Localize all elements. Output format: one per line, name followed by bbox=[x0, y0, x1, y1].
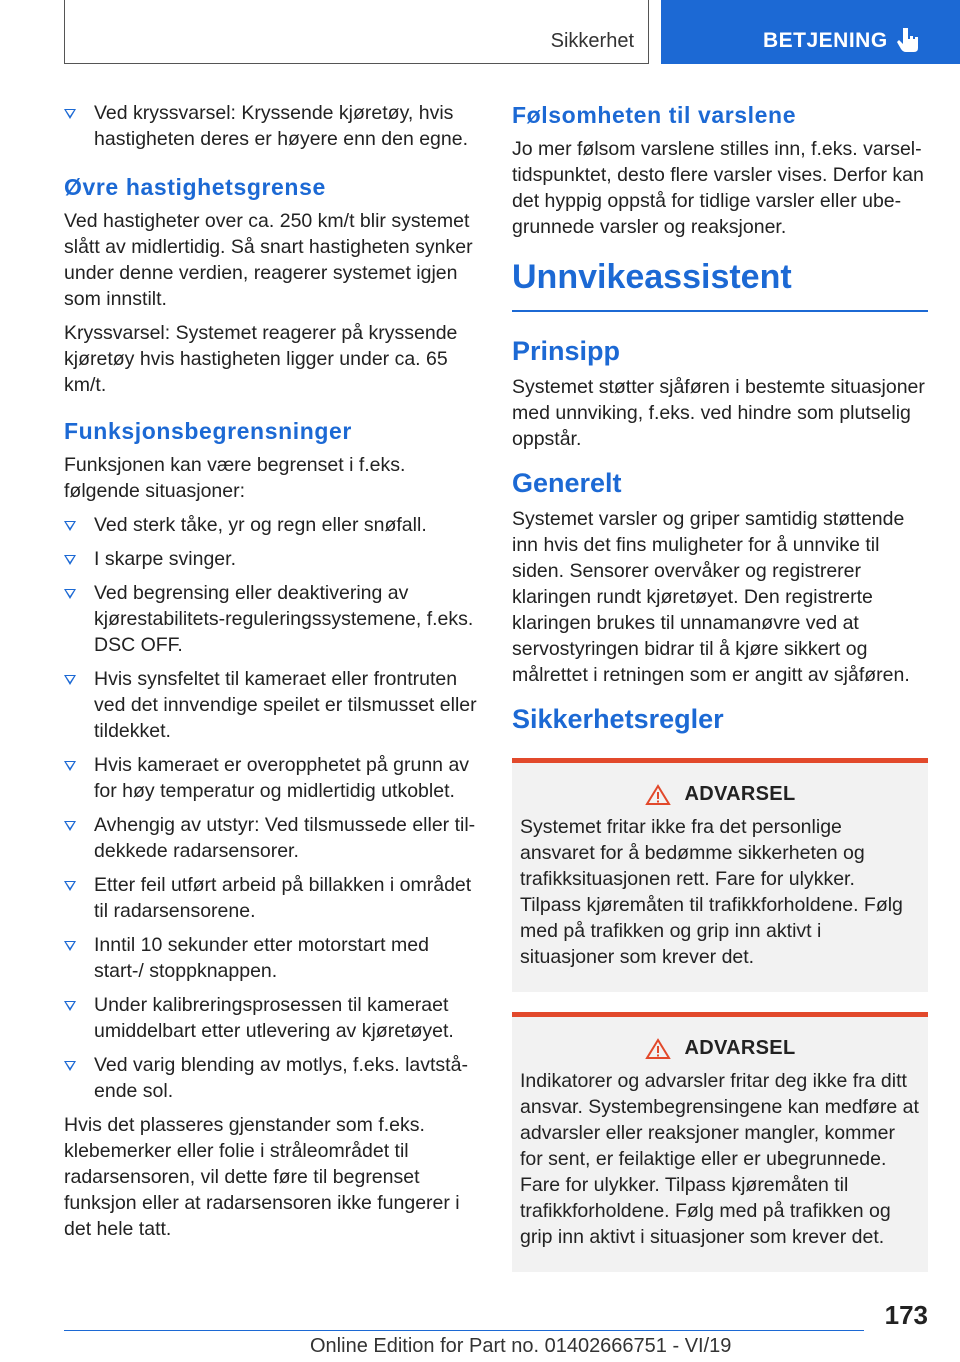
bullet-triangle-icon bbox=[64, 675, 76, 685]
paragraph: Systemet varsler og griper samtidig støttende inn hvis det fins muligheter for å unnvike til siden. Sensorer overvåker og registrerer klaringen rundt kjøretøyet. Den registrerte klaringen brukes til unnamanøvre ved at servostyringen bidrar til å kjøre sikkert og målrettet i retningen som er angitt av sjåføren. bbox=[512, 508, 910, 686]
list-item: I skarpe svinger. bbox=[64, 546, 480, 572]
bullet-triangle-icon bbox=[64, 521, 76, 531]
warning-text: Indikatorer og advarsler fritar deg ikke fra ditt ansvar. Systembegrensingene kan medføre at advarsler eller reaksjoner mangler, kommer for sent, er feilaktige eller er ubegrunnede. Fare for ulykker. Tilpass kjøremåten til trafikkforholdene. Følg med på trafikken og grip inn aktivt i situasjoner som krever det. bbox=[520, 1070, 919, 1248]
list-item: Under kalibreringsprosessen til kameraet umiddelbart etter utlevering av kjøretøyet. bbox=[64, 992, 480, 1044]
warning-header bbox=[520, 1037, 920, 1060]
footer-divider bbox=[64, 1330, 864, 1331]
heading-evasion-assistant: Unnvikeassistent bbox=[512, 256, 928, 312]
bullet-triangle-icon bbox=[64, 1001, 76, 1011]
warning-title: ADVARSEL bbox=[684, 783, 796, 805]
list-item: Hvis kameraet er overopphetet på grunn av for høy temperatur og midlertidig utkoblet. bbox=[64, 752, 480, 804]
paragraph: Kryssvarsel: Systemet reagerer på kryssende kjøretøy hvis hastigheten ligger under ca. 65 km/t. bbox=[64, 322, 458, 396]
intro-list bbox=[64, 100, 480, 152]
warning-triangle-icon bbox=[645, 1038, 671, 1060]
limits-list bbox=[64, 512, 480, 1104]
bullet-triangle-icon bbox=[64, 761, 76, 771]
bullet-triangle-icon bbox=[64, 821, 76, 831]
list-item: Ved varig blending av motlys, f.eks. lavtstående sol. bbox=[64, 1052, 480, 1104]
list-item: Ved kryssvarsel: Kryssende kjøretøy, hvis hastigheten deres er høyere enn den egne. bbox=[64, 100, 480, 152]
section-title: Sikkerhet bbox=[550, 30, 634, 52]
hand-pointer-icon bbox=[897, 26, 921, 54]
header-section-tab bbox=[64, 0, 649, 64]
warning-box bbox=[512, 1012, 928, 1272]
bullet-triangle-icon bbox=[64, 941, 76, 951]
heading-upper-speed-limit: Øvre hastighetsgrense bbox=[64, 174, 326, 200]
list-item: Ved begrensing eller deaktivering av kjørestabilitets-reguleringssystemene, f.eks. DSC OFF. bbox=[64, 580, 480, 658]
bullet-triangle-icon bbox=[64, 555, 76, 565]
right-column bbox=[512, 100, 928, 1292]
bullet-triangle-icon bbox=[64, 881, 76, 891]
footer-edition: Online Edition for Part no. 01402666751 - VI/19 bbox=[310, 1335, 732, 1357]
left-column bbox=[64, 100, 480, 1250]
bullet-triangle-icon bbox=[64, 1061, 76, 1071]
paragraph: Hvis det plasseres gjenstander som f.eks. klebemerker eller folie i stråleområdet til radarsensoren, vil dette føre til begrenset funksjon eller at radarsensoren ikke fungerer i det hele tatt. bbox=[64, 1114, 460, 1240]
list-item: Ved sterk tåke, yr og regn eller snøfall. bbox=[64, 512, 480, 538]
list-item: Etter feil utført arbeid på billakken i området til radarsensorene. bbox=[64, 872, 480, 924]
paragraph: Jo mer følsom varslene stilles inn, f.eks. varseltidspunktet, desto flere varsler vises. Derfor kan det hyppig oppstå for tidlige varsler eller ubegrunnede varsler og reaksjoner. bbox=[512, 138, 924, 238]
heading-principle: Prinsipp bbox=[512, 336, 621, 366]
bullet-triangle-icon bbox=[64, 589, 76, 599]
chapter-tab bbox=[661, 0, 960, 64]
paragraph: Ved hastigheter over ca. 250 km/t blir systemet slått av midlertidig. Så snart hastigheten synker under denne verdien, reagerer systemet igjen som innstilt. bbox=[64, 210, 473, 310]
heading-function-limits: Funksjonsbegrensninger bbox=[64, 418, 352, 444]
warning-title: ADVARSEL bbox=[684, 1037, 796, 1059]
heading-safety-rules: Sikkerhetsregler bbox=[512, 704, 724, 734]
warning-triangle-icon bbox=[645, 784, 671, 806]
chapter-title: BETJENING bbox=[763, 29, 888, 52]
warning-text: Systemet fritar ikke fra det personlige ansvaret for å bedømme sikkerheten og trafikksituasjonen rett. Fare for ulykker. Tilpass kjøremåten til trafikkforholdene. Følg med på trafikken og grip inn aktivt i situasjoner som krever det. bbox=[520, 816, 903, 968]
heading-warning-sensitivity: Følsomheten til varslene bbox=[512, 102, 797, 128]
page-number: 173 bbox=[884, 1300, 928, 1330]
paragraph: Systemet støtter sjåføren i bestemte situasjoner med unnviking, f.eks. ved hindre som plutselig oppstår. bbox=[512, 376, 925, 450]
list-item: Avhengig av utstyr: Ved tilsmussede eller tildekkede radarsensorer. bbox=[64, 812, 480, 864]
bullet-triangle-icon bbox=[64, 109, 76, 119]
list-item: Inntil 10 sekunder etter motorstart med start-/ stoppknappen. bbox=[64, 932, 480, 984]
list-item: Hvis synsfeltet til kameraet eller frontruten ved det innvendige speilet er tilsmusset eller tildekket. bbox=[64, 666, 480, 744]
paragraph: Funksjonen kan være begrenset i f.eks. følgende situasjoner: bbox=[64, 454, 406, 502]
warning-header bbox=[520, 783, 920, 806]
warning-box bbox=[512, 758, 928, 992]
heading-general: Generelt bbox=[512, 468, 622, 498]
